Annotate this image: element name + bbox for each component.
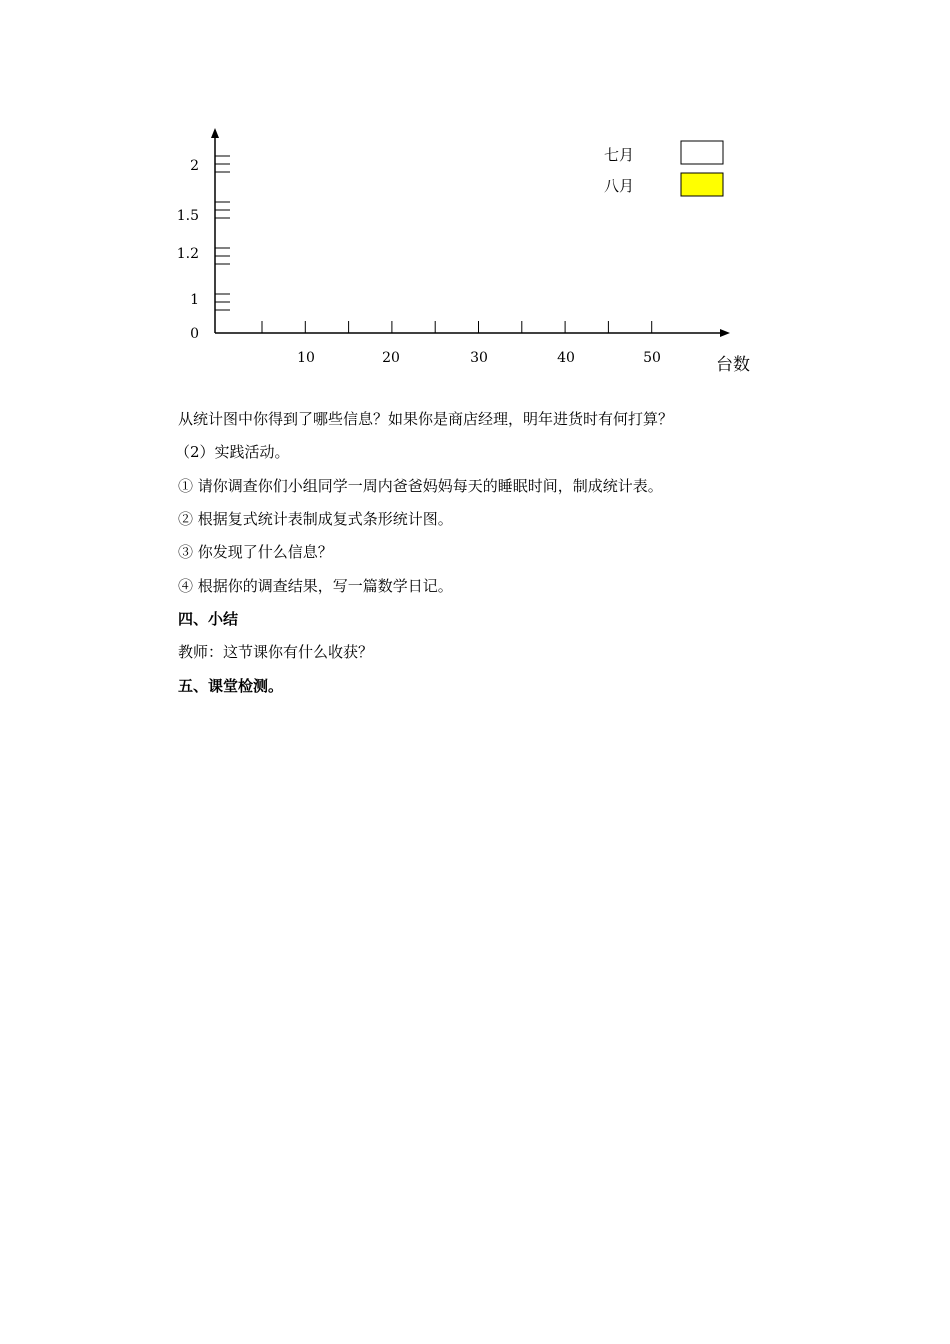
question-text: 从统计图中你得到了哪些信息？如果你是商店经理，明年进货时有何打算？: [178, 410, 674, 428]
activity-item-2: ② 根据复式统计表制成复式条形统计图。: [178, 510, 453, 528]
y-tick-label: 1: [190, 292, 199, 308]
y-tick-label: 1.2: [176, 246, 199, 262]
x-axis-ticks: [262, 321, 661, 366]
activity-item-4: ④ 根据你的调查结果，写一篇数学日记。: [178, 577, 453, 595]
legend-label: 七月: [603, 146, 634, 164]
x-tick-label: 40: [557, 350, 575, 366]
activity-item-1: ① 请你调查你们小组同学一周内爸爸妈妈每天的睡眠时间，制成统计表。: [178, 477, 663, 495]
bar-chart: [0, 0, 950, 400]
section-4-heading: 四、小结: [178, 610, 239, 628]
x-axis-arrow: [720, 329, 730, 337]
legend-swatch: [681, 173, 723, 196]
x-tick-label: 50: [643, 350, 661, 366]
x-tick-label: 20: [382, 350, 400, 366]
y-axis-ticks: [177, 156, 230, 342]
activity-heading: （2）实践活动。: [175, 443, 290, 461]
section-5-heading: 五、课堂检测。: [178, 677, 284, 695]
x-axis-unit-label: 台数: [716, 355, 750, 375]
y-tick-label: 0: [190, 326, 199, 342]
teacher-question: 教师：这节课你有什么收获？: [178, 643, 374, 661]
legend-label: 八月: [603, 177, 634, 195]
x-tick-label: 10: [297, 350, 315, 366]
chart-legend: [604, 141, 723, 196]
y-tick-label: 1.5: [176, 208, 199, 224]
x-tick-label: 30: [470, 350, 488, 366]
y-tick-label: 2: [190, 158, 199, 174]
y-axis-arrow: [211, 128, 219, 138]
activity-item-3: ③ 你发现了什么信息？: [178, 543, 333, 561]
legend-swatch: [681, 141, 723, 164]
chart-axes: [211, 128, 730, 337]
